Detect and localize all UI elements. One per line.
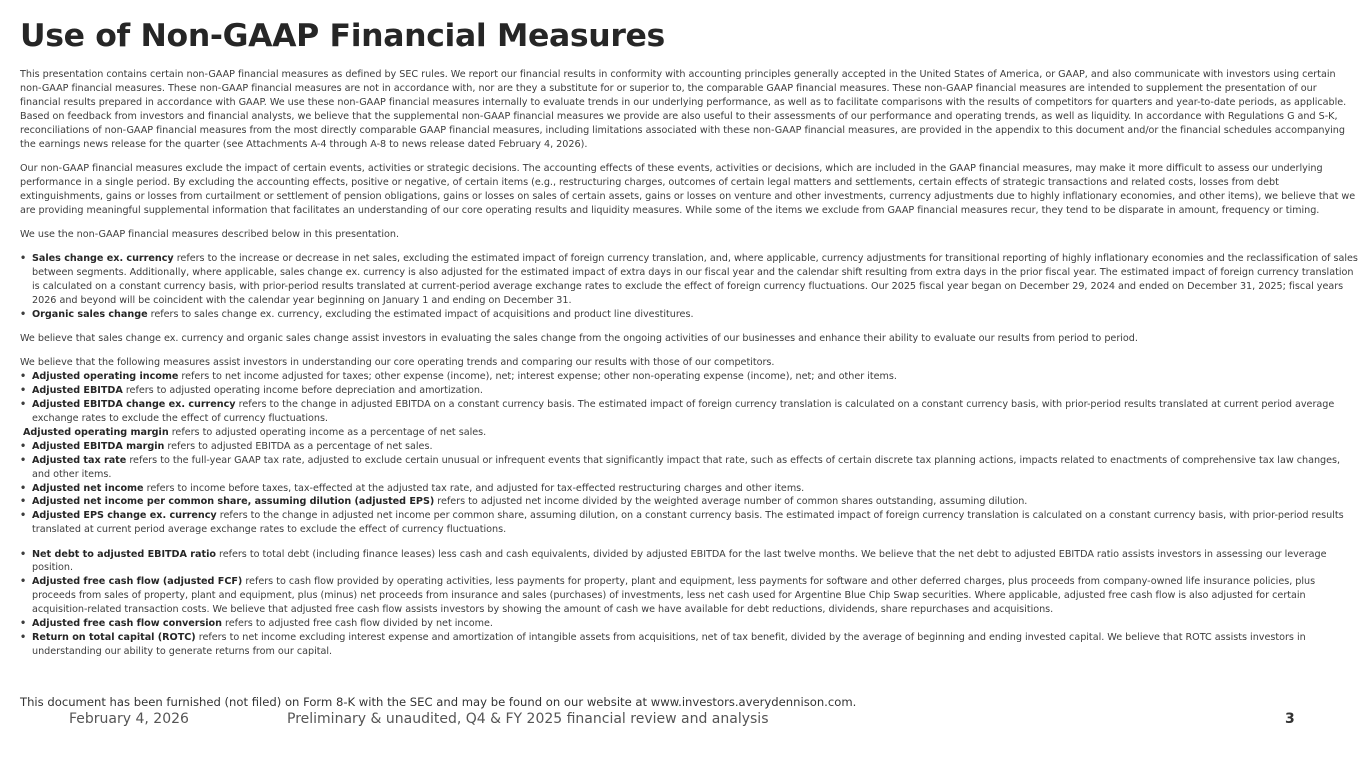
list-item-adjusted-ebitda xyxy=(20,384,1358,398)
measure-term: Net debt to adjusted EBITDA ratio xyxy=(32,548,216,560)
measure-definition: refers to net income adjusted for taxes; other expense (income), net; interest expense; other non-operating expense (income), net; and other items. xyxy=(178,371,897,383)
measure-term: Adjusted EPS change ex. currency xyxy=(32,510,217,522)
measure-definition: refers to total debt (including finance leases) less cash and cash equivalents, divided by adjusted EBITDA for the last twelve months. We believe that the net debt to adjusted EBITDA ratio assists investors in assessing our leverage position. xyxy=(32,548,1327,574)
page-number: 3 xyxy=(1285,711,1295,727)
measure-definition: refers to the change in adjusted EBITDA on a constant currency basis. The estimated impact of foreign currency translation is calculated on a constant currency basis, with prior-period results translated at current period average exchange rates to exclude the effect of currency fluctuations. xyxy=(32,399,1335,424)
list-item-adjusted-operating-income xyxy=(20,370,1358,384)
measure-definition: refers to adjusted free cash flow divided by net income. xyxy=(221,618,493,630)
intro-paragraph-2: Our non-GAAP financial measures exclude the impact of certain events, activities or strategic decisions. The accounting effects of these events, activities or decisions, which are included in the GAAP financial measures, may make it more difficult to assess our underlying performance in a single period. By excluding the accounting effects, positive or negative, of certain items (e.g., restructuring charges, outcomes of certain legal matters and settlements, certain effects of strategic transactions and related costs, losses from debt extinguishments, gains or losses from curtailment or settlement of pension obligations, gains or losses on sales of certain assets, gains or losses on venture and other investments, currency adjustments due to highly inflationary economies, and other items), we believe that we are providing meaningful supplemental information that facilitates an understanding of our core operating results and liquidity measures. While some of the items we exclude from GAAP financial measures recur, they tend to be disparate in amount, frequency or timing. xyxy=(20,162,1356,216)
measure-term: Return on total capital (ROTC) xyxy=(32,631,196,643)
measure-term: Adjusted operating margin xyxy=(23,426,169,438)
list-item-adjusted-net-income xyxy=(20,482,1358,496)
operating-measures-list xyxy=(20,370,1358,537)
measure-term: Adjusted EBITDA change ex. currency xyxy=(32,399,236,411)
measure-definition: refers to income before taxes, tax-effected at the adjusted tax rate, and adjusted for tax-effected restructuring charges and other items. xyxy=(143,482,805,494)
measure-definition: refers to net income excluding interest expense and amortization of intangible assets from acquisitions, net of tax benefit, divided by the average of beginning and ending invested capital. We believe that ROTC assists investors in understanding our ability to generate returns from our capital. xyxy=(32,631,1306,657)
intro-paragraph-1: This presentation contains certain non-GAAP financial measures as defined by SEC rules. We report our financial results in conformity with accounting principles generally accepted in the United States of America, or GAAP, and also communicate with investors using certain non-GAAP financial measures. These non-GAAP financial measures are not in accordance with, nor are they a substitute for or superior to, the comparable GAAP financial measures. These non-GAAP financial measures are intended to supplement the presentation of our financial results prepared in accordance with GAAP. We use these non-GAAP financial measures internally to evaluate trends in our underlying performance, as well as to facilitate comparisons with the results of competitors for quarters and year-to-date periods, as applicable. Based on feedback from investors and financial analysts, we believe that the supplemental non-GAAP financial measures we provide are also useful to their assessments of our performance and operating trends, as well as liquidity. In accordance with Regulations G and S-K, reconciliations of non-GAAP financial measures from the most directly comparable GAAP financial measures, including limitations associated with these non-GAAP financial measures, are provided in the appendix to this document and/or the financial schedules accompanying the earnings news release for the quarter (see Attachments A-4 through A-8 to news release dated February 4, 2026). xyxy=(20,69,1347,150)
measure-definition: refers to adjusted operating income before depreciation and amortization. xyxy=(122,385,483,397)
measure-definition: refers to the increase or decrease in net sales, excluding the estimated impact of foreign currency translation, and, where applicable, currency adjustments for transitional reporting of highly inflationary economies and the reclassification of sales between segments. Additionally, where applicable, sales change ex. currency is also adjusted for the estimated impact of extra days in our fiscal year and the calendar shift resulting from extra days in the prior fiscal year. The estimated impact of foreign currency translation is calculated on a constant currency basis, with prior-period results translated at current-period average exchange rates to exclude the effect of foreign currency fluctuations. Our 2025 fiscal year began on December 29, 2024 and ended on December 31, 2025; fiscal years 2026 and beyond will be coincident with the calendar year beginning on January 1 and ending on December 31. xyxy=(32,253,1358,306)
list-item-adjusted-eps xyxy=(20,495,1358,509)
measure-definition: refers to cash flow provided by operating activities, less payments for property, plant and equipment, less payments for software and other deferred charges, plus proceeds from company-owned life insurance policies, plus proceeds from sales of property, plant and equipment, plus (minus) net proceeds from insurance and sales (purchases) of investments, less net cash used for Argentine Blue Chip Swap securities. Where applicable, adjusted free cash flow is also adjusted for certain acquisition-related transaction costs. We believe that adjusted free cash flow assists investors by showing the amount of cash we have available for debt reductions, dividends, share repurchases and acquisitions. xyxy=(32,576,1316,616)
list-item-net-debt-to-adjusted-ebitda xyxy=(20,548,1358,576)
footer-date: February 4, 2026 xyxy=(69,711,189,727)
measure-definition: refers to adjusted EBITDA as a percentage of net sales. xyxy=(164,440,433,452)
measure-term: Sales change ex. currency xyxy=(32,253,174,265)
body-content xyxy=(20,68,1358,659)
measure-term: Adjusted EBITDA xyxy=(32,385,123,397)
measure-definition: refers to adjusted net income divided by the weighted average number of common shares outstanding, assuming dilution. xyxy=(434,496,1028,508)
measure-term: Organic sales change xyxy=(32,308,148,320)
list-item-rotc xyxy=(20,631,1358,659)
operating-intro-paragraph: We believe that the following measures assist investors in understanding our core operating trends and comparing our results with those of our competitors. xyxy=(20,357,775,369)
list-item-organic-sales-change xyxy=(20,308,1358,322)
measure-term: Adjusted tax rate xyxy=(32,454,127,466)
measure-term: Adjusted net income xyxy=(32,482,144,494)
intro-paragraph-3: We use the non-GAAP financial measures described below in this presentation. xyxy=(20,228,399,240)
page-title: Use of Non-GAAP Financial Measures xyxy=(20,18,665,54)
list-item-adjusted-ebitda-margin xyxy=(20,440,1358,454)
list-item-adjusted-tax-rate xyxy=(20,454,1358,482)
measure-term: Adjusted free cash flow (adjusted FCF) xyxy=(32,576,243,588)
sales-belief-paragraph: We believe that sales change ex. currency and organic sales change assist investors in evaluating the sales change from the ongoing activities of our businesses and enhance their ability to evaluate our results from period to period. xyxy=(20,333,1138,345)
measure-definition: refers to the change in adjusted net income per common share, assuming dilution, on a constant currency basis. The estimated impact of foreign currency translation is calculated on a constant currency basis, with prior-period results translated at current period average exchange rates to exclude the effect of currency fluctuations. xyxy=(32,510,1344,536)
measure-definition: refers to the full-year GAAP tax rate, adjusted to exclude certain unusual or infrequent events that significantly impact that rate, such as effects of certain discrete tax planning actions, impacts related to enactments of comprehensive tax law changes, and other items. xyxy=(32,454,1341,480)
closing-statement: This document has been furnished (not filed) on Form 8-K with the SEC and may be found on our website at www.investors.averydennison.com. xyxy=(20,694,857,709)
footer-description: Preliminary & unaudited, Q4 & FY 2025 financial review and analysis xyxy=(287,711,769,727)
list-item-sales-change-ex-currency xyxy=(20,252,1358,308)
measure-definition: refers to adjusted operating income as a percentage of net sales. xyxy=(168,426,487,438)
measure-term: Adjusted free cash flow conversion xyxy=(32,618,222,630)
list-item-adjusted-free-cash-flow xyxy=(20,575,1358,617)
measure-term: Adjusted net income per common share, assuming dilution (adjusted EPS) xyxy=(32,496,435,508)
measure-term: Adjusted operating income xyxy=(32,371,179,383)
measure-term: Adjusted EBITDA margin xyxy=(32,440,165,452)
list-item-adjusted-operating-margin xyxy=(20,426,1358,440)
liquidity-measures-list xyxy=(20,548,1358,659)
list-item-adjusted-eps-change-ex-currency xyxy=(20,509,1358,537)
list-item-adjusted-fcf-conversion xyxy=(20,617,1358,631)
measure-definition: refers to sales change ex. currency, excluding the estimated impact of acquisitions and product line divestitures. xyxy=(147,308,694,320)
sales-measures-list xyxy=(20,252,1358,322)
list-item-adjusted-ebitda-change-ex-currency xyxy=(20,398,1358,426)
